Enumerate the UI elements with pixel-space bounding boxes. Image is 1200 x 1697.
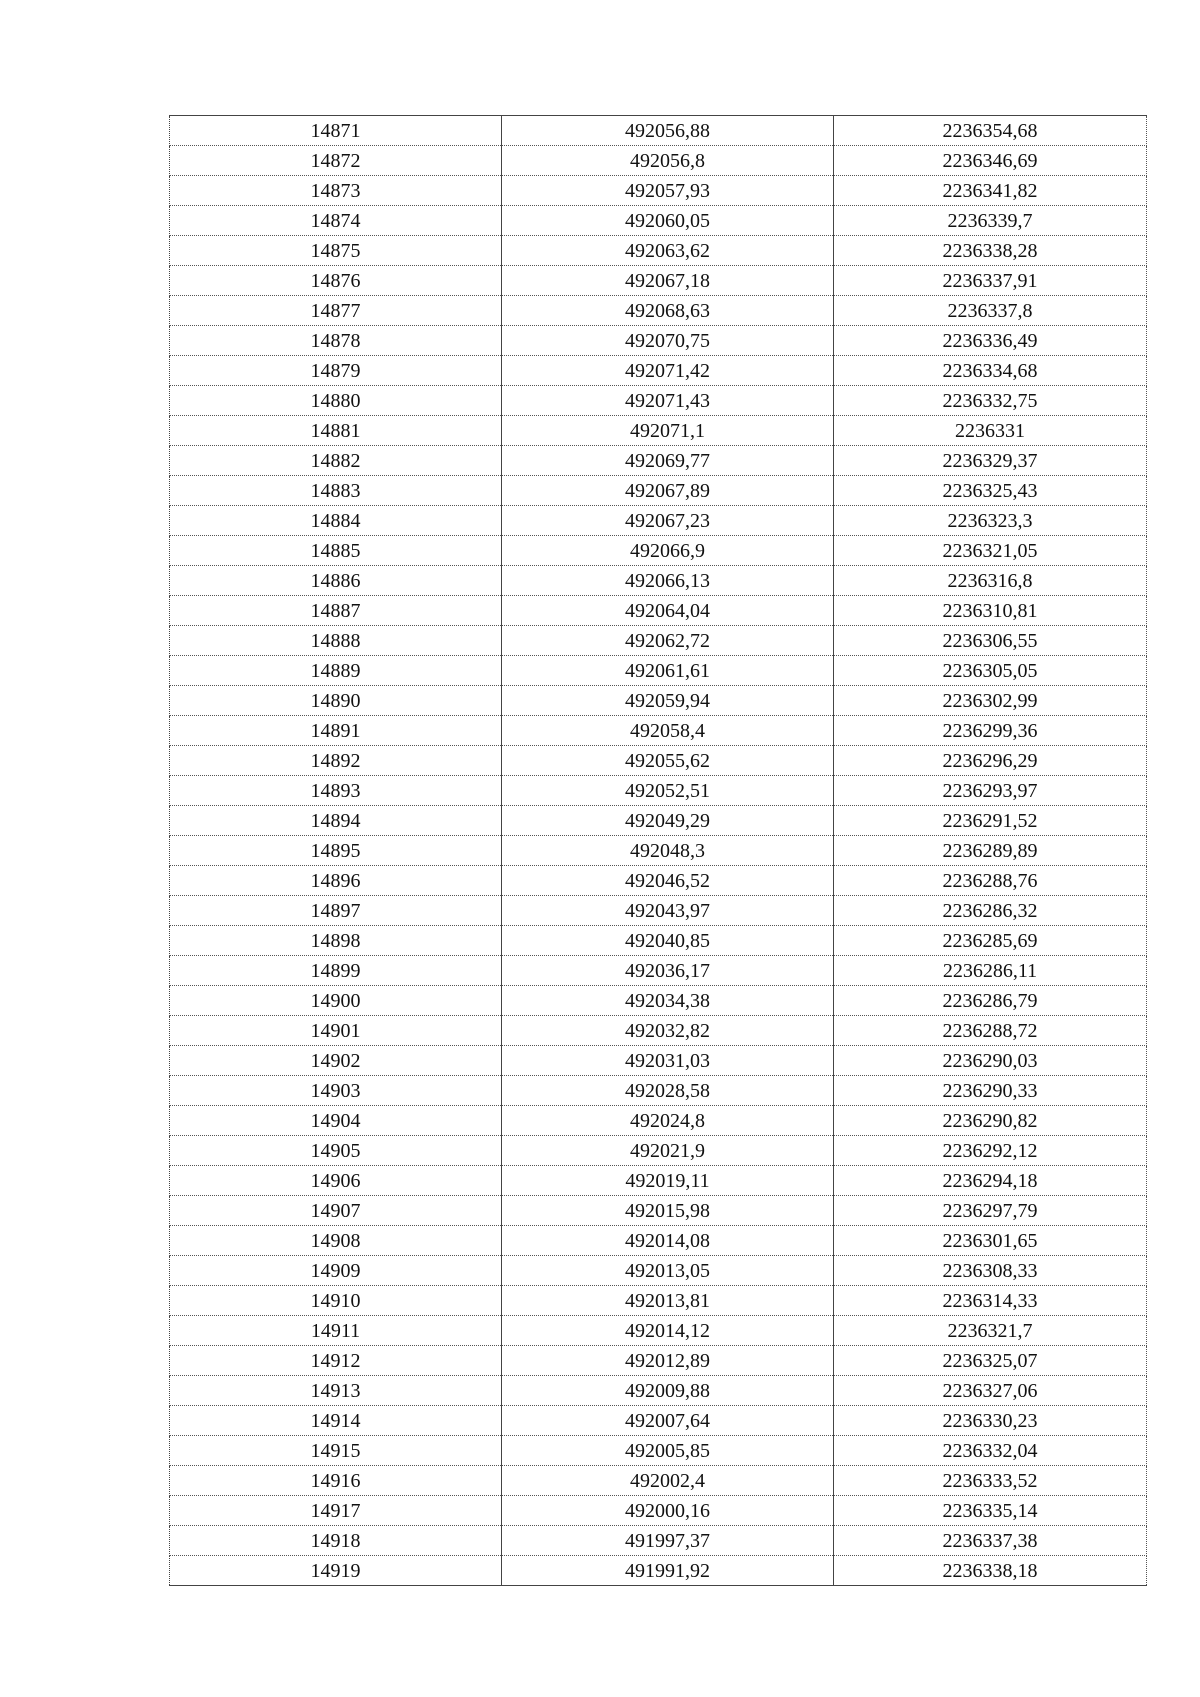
x-coordinate-cell: 492028,58 <box>502 1076 834 1106</box>
table-row <box>170 1556 1147 1586</box>
y-coordinate-cell: 2236337,38 <box>834 1526 1147 1556</box>
table-row <box>170 1166 1147 1196</box>
point-number-cell: 14906 <box>170 1166 502 1196</box>
table-row <box>170 296 1147 326</box>
point-number-cell: 14873 <box>170 176 502 206</box>
x-coordinate-cell: 492068,63 <box>502 296 834 326</box>
point-number-cell: 14907 <box>170 1196 502 1226</box>
point-number-cell: 14875 <box>170 236 502 266</box>
y-coordinate-cell: 2236335,14 <box>834 1496 1147 1526</box>
x-coordinate-cell: 492015,98 <box>502 1196 834 1226</box>
table-row <box>170 866 1147 896</box>
point-number-cell: 14901 <box>170 1016 502 1046</box>
y-coordinate-cell: 2236294,18 <box>834 1166 1147 1196</box>
table-row <box>170 626 1147 656</box>
x-coordinate-cell: 492067,23 <box>502 506 834 536</box>
y-coordinate-cell: 2236288,76 <box>834 866 1147 896</box>
table-row <box>170 716 1147 746</box>
table-row <box>170 926 1147 956</box>
x-coordinate-cell: 492019,11 <box>502 1166 834 1196</box>
table-row <box>170 806 1147 836</box>
x-coordinate-cell: 492067,18 <box>502 266 834 296</box>
x-coordinate-cell: 492007,64 <box>502 1406 834 1436</box>
point-number-cell: 14892 <box>170 746 502 776</box>
y-coordinate-cell: 2236285,69 <box>834 926 1147 956</box>
table-row <box>170 1436 1147 1466</box>
point-number-cell: 14903 <box>170 1076 502 1106</box>
point-number-cell: 14914 <box>170 1406 502 1436</box>
x-coordinate-cell: 491991,92 <box>502 1556 834 1586</box>
y-coordinate-cell: 2236329,37 <box>834 446 1147 476</box>
y-coordinate-cell: 2236337,8 <box>834 296 1147 326</box>
y-coordinate-cell: 2236330,23 <box>834 1406 1147 1436</box>
y-coordinate-cell: 2236333,52 <box>834 1466 1147 1496</box>
point-number-cell: 14891 <box>170 716 502 746</box>
point-number-cell: 14897 <box>170 896 502 926</box>
y-coordinate-cell: 2236327,06 <box>834 1376 1147 1406</box>
table-row <box>170 1016 1147 1046</box>
y-coordinate-cell: 2236332,75 <box>834 386 1147 416</box>
table-row <box>170 446 1147 476</box>
x-coordinate-cell: 492070,75 <box>502 326 834 356</box>
x-coordinate-cell: 492052,51 <box>502 776 834 806</box>
point-number-cell: 14910 <box>170 1286 502 1316</box>
point-number-cell: 14905 <box>170 1136 502 1166</box>
table-row <box>170 1196 1147 1226</box>
point-number-cell: 14916 <box>170 1466 502 1496</box>
x-coordinate-cell: 492048,3 <box>502 836 834 866</box>
y-coordinate-cell: 2236286,11 <box>834 956 1147 986</box>
x-coordinate-cell: 492000,16 <box>502 1496 834 1526</box>
table-row <box>170 146 1147 176</box>
y-coordinate-cell: 2236286,79 <box>834 986 1147 1016</box>
table-row <box>170 326 1147 356</box>
x-coordinate-cell: 492034,38 <box>502 986 834 1016</box>
y-coordinate-cell: 2236289,89 <box>834 836 1147 866</box>
table-row <box>170 266 1147 296</box>
x-coordinate-cell: 492071,43 <box>502 386 834 416</box>
x-coordinate-cell: 492043,97 <box>502 896 834 926</box>
x-coordinate-cell: 492067,89 <box>502 476 834 506</box>
y-coordinate-cell: 2236305,05 <box>834 656 1147 686</box>
table-row <box>170 1076 1147 1106</box>
y-coordinate-cell: 2236332,04 <box>834 1436 1147 1466</box>
point-number-cell: 14890 <box>170 686 502 716</box>
point-number-cell: 14902 <box>170 1046 502 1076</box>
point-number-cell: 14912 <box>170 1346 502 1376</box>
y-coordinate-cell: 2236290,82 <box>834 1106 1147 1136</box>
y-coordinate-cell: 2236338,18 <box>834 1556 1147 1586</box>
point-number-cell: 14876 <box>170 266 502 296</box>
point-number-cell: 14886 <box>170 566 502 596</box>
x-coordinate-cell: 492036,17 <box>502 956 834 986</box>
x-coordinate-cell: 492069,77 <box>502 446 834 476</box>
x-coordinate-cell: 492013,81 <box>502 1286 834 1316</box>
x-coordinate-cell: 492014,08 <box>502 1226 834 1256</box>
point-number-cell: 14919 <box>170 1556 502 1586</box>
table-row <box>170 176 1147 206</box>
table-row <box>170 776 1147 806</box>
x-coordinate-cell: 492009,88 <box>502 1376 834 1406</box>
y-coordinate-cell: 2236314,33 <box>834 1286 1147 1316</box>
y-coordinate-cell: 2236331 <box>834 416 1147 446</box>
table-row <box>170 1226 1147 1256</box>
x-coordinate-cell: 492061,61 <box>502 656 834 686</box>
table-row <box>170 506 1147 536</box>
x-coordinate-cell: 492012,89 <box>502 1346 834 1376</box>
x-coordinate-cell: 492063,62 <box>502 236 834 266</box>
x-coordinate-cell: 492032,82 <box>502 1016 834 1046</box>
table-row <box>170 1286 1147 1316</box>
y-coordinate-cell: 2236325,07 <box>834 1346 1147 1376</box>
point-number-cell: 14885 <box>170 536 502 566</box>
point-number-cell: 14899 <box>170 956 502 986</box>
coordinates-table <box>169 115 1147 1586</box>
x-coordinate-cell: 491997,37 <box>502 1526 834 1556</box>
y-coordinate-cell: 2236308,33 <box>834 1256 1147 1286</box>
point-number-cell: 14888 <box>170 626 502 656</box>
y-coordinate-cell: 2236286,32 <box>834 896 1147 926</box>
point-number-cell: 14887 <box>170 596 502 626</box>
y-coordinate-cell: 2236292,12 <box>834 1136 1147 1166</box>
y-coordinate-cell: 2236339,7 <box>834 206 1147 236</box>
table-row <box>170 1136 1147 1166</box>
y-coordinate-cell: 2236302,99 <box>834 686 1147 716</box>
x-coordinate-cell: 492066,9 <box>502 536 834 566</box>
x-coordinate-cell: 492057,93 <box>502 176 834 206</box>
point-number-cell: 14900 <box>170 986 502 1016</box>
y-coordinate-cell: 2236316,8 <box>834 566 1147 596</box>
y-coordinate-cell: 2236299,36 <box>834 716 1147 746</box>
x-coordinate-cell: 492066,13 <box>502 566 834 596</box>
x-coordinate-cell: 492060,05 <box>502 206 834 236</box>
point-number-cell: 14913 <box>170 1376 502 1406</box>
point-number-cell: 14874 <box>170 206 502 236</box>
table-row <box>170 1406 1147 1436</box>
table-row <box>170 566 1147 596</box>
y-coordinate-cell: 2236338,28 <box>834 236 1147 266</box>
x-coordinate-cell: 492021,9 <box>502 1136 834 1166</box>
point-number-cell: 14877 <box>170 296 502 326</box>
table-row <box>170 386 1147 416</box>
x-coordinate-cell: 492058,4 <box>502 716 834 746</box>
point-number-cell: 14911 <box>170 1316 502 1346</box>
x-coordinate-cell: 492031,03 <box>502 1046 834 1076</box>
y-coordinate-cell: 2236288,72 <box>834 1016 1147 1046</box>
x-coordinate-cell: 492059,94 <box>502 686 834 716</box>
table-row <box>170 116 1147 146</box>
x-coordinate-cell: 492040,85 <box>502 926 834 956</box>
y-coordinate-cell: 2236323,3 <box>834 506 1147 536</box>
table-row <box>170 1526 1147 1556</box>
y-coordinate-cell: 2236321,7 <box>834 1316 1147 1346</box>
y-coordinate-cell: 2236346,69 <box>834 146 1147 176</box>
x-coordinate-cell: 492056,88 <box>502 116 834 146</box>
table-row <box>170 1106 1147 1136</box>
y-coordinate-cell: 2236290,03 <box>834 1046 1147 1076</box>
y-coordinate-cell: 2236325,43 <box>834 476 1147 506</box>
table-row <box>170 1466 1147 1496</box>
table-row <box>170 986 1147 1016</box>
point-number-cell: 14880 <box>170 386 502 416</box>
y-coordinate-cell: 2236310,81 <box>834 596 1147 626</box>
table-row <box>170 686 1147 716</box>
y-coordinate-cell: 2236301,65 <box>834 1226 1147 1256</box>
point-number-cell: 14893 <box>170 776 502 806</box>
point-number-cell: 14904 <box>170 1106 502 1136</box>
point-number-cell: 14895 <box>170 836 502 866</box>
point-number-cell: 14915 <box>170 1436 502 1466</box>
point-number-cell: 14908 <box>170 1226 502 1256</box>
table-row <box>170 1346 1147 1376</box>
y-coordinate-cell: 2236297,79 <box>834 1196 1147 1226</box>
x-coordinate-cell: 492046,52 <box>502 866 834 896</box>
point-number-cell: 14879 <box>170 356 502 386</box>
table-row <box>170 1046 1147 1076</box>
table-row <box>170 836 1147 866</box>
table-row <box>170 236 1147 266</box>
point-number-cell: 14909 <box>170 1256 502 1286</box>
y-coordinate-cell: 2236354,68 <box>834 116 1147 146</box>
y-coordinate-cell: 2236293,97 <box>834 776 1147 806</box>
x-coordinate-cell: 492014,12 <box>502 1316 834 1346</box>
y-coordinate-cell: 2236296,29 <box>834 746 1147 776</box>
x-coordinate-cell: 492049,29 <box>502 806 834 836</box>
point-number-cell: 14883 <box>170 476 502 506</box>
y-coordinate-cell: 2236337,91 <box>834 266 1147 296</box>
table-row <box>170 746 1147 776</box>
table-row <box>170 1316 1147 1346</box>
coordinates-table-body <box>170 116 1147 1586</box>
table-row <box>170 1256 1147 1286</box>
point-number-cell: 14889 <box>170 656 502 686</box>
y-coordinate-cell: 2236291,52 <box>834 806 1147 836</box>
table-row <box>170 476 1147 506</box>
point-number-cell: 14882 <box>170 446 502 476</box>
y-coordinate-cell: 2236290,33 <box>834 1076 1147 1106</box>
table-row <box>170 206 1147 236</box>
x-coordinate-cell: 492071,1 <box>502 416 834 446</box>
point-number-cell: 14918 <box>170 1526 502 1556</box>
table-row <box>170 956 1147 986</box>
x-coordinate-cell: 492055,62 <box>502 746 834 776</box>
table-row <box>170 896 1147 926</box>
point-number-cell: 14894 <box>170 806 502 836</box>
table-row <box>170 416 1147 446</box>
table-row <box>170 356 1147 386</box>
point-number-cell: 14871 <box>170 116 502 146</box>
x-coordinate-cell: 492002,4 <box>502 1466 834 1496</box>
point-number-cell: 14896 <box>170 866 502 896</box>
table-row <box>170 1496 1147 1526</box>
point-number-cell: 14872 <box>170 146 502 176</box>
table-row <box>170 1376 1147 1406</box>
table-row <box>170 656 1147 686</box>
x-coordinate-cell: 492071,42 <box>502 356 834 386</box>
point-number-cell: 14917 <box>170 1496 502 1526</box>
table-row <box>170 536 1147 566</box>
x-coordinate-cell: 492005,85 <box>502 1436 834 1466</box>
x-coordinate-cell: 492024,8 <box>502 1106 834 1136</box>
y-coordinate-cell: 2236341,82 <box>834 176 1147 206</box>
point-number-cell: 14881 <box>170 416 502 446</box>
x-coordinate-cell: 492056,8 <box>502 146 834 176</box>
y-coordinate-cell: 2236336,49 <box>834 326 1147 356</box>
y-coordinate-cell: 2236321,05 <box>834 536 1147 566</box>
y-coordinate-cell: 2236306,55 <box>834 626 1147 656</box>
y-coordinate-cell: 2236334,68 <box>834 356 1147 386</box>
point-number-cell: 14878 <box>170 326 502 356</box>
x-coordinate-cell: 492064,04 <box>502 596 834 626</box>
point-number-cell: 14898 <box>170 926 502 956</box>
x-coordinate-cell: 492013,05 <box>502 1256 834 1286</box>
table-row <box>170 596 1147 626</box>
point-number-cell: 14884 <box>170 506 502 536</box>
x-coordinate-cell: 492062,72 <box>502 626 834 656</box>
